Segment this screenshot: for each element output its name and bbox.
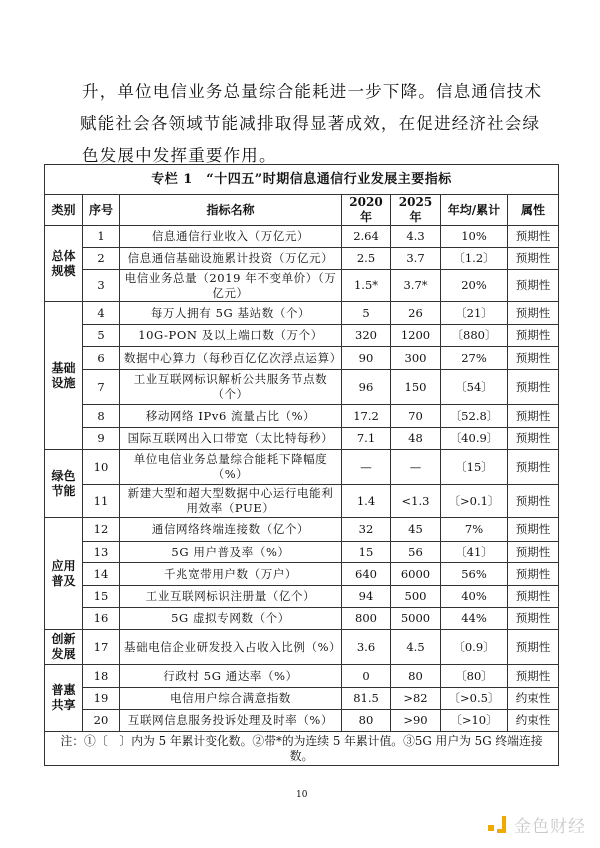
value-avg-cumulative: 20% [441, 270, 508, 302]
value-2025: 3.7* [391, 270, 441, 302]
indicator-name: 国际互联网出入口带宽（太比特每秒） [120, 428, 342, 450]
value-2025: 56 [391, 542, 441, 563]
attribute: 预期性 [508, 630, 559, 665]
indicator-name: 每万人拥有 5G 基站数（个） [120, 302, 342, 325]
category-cell [45, 302, 83, 450]
row-number: 3 [83, 270, 120, 302]
table-row [45, 630, 559, 665]
table-title: 专栏 1 “十四五”时期信息通信行业发展主要指标 [45, 165, 559, 195]
header-number: 序号 [83, 195, 120, 226]
value-2025: — [391, 450, 441, 485]
row-number: 11 [83, 485, 120, 518]
category-label-line: 设施 [51, 375, 76, 390]
table-row [45, 485, 559, 518]
value-2020: 0 [342, 665, 391, 688]
indicator-name: 信息通信行业收入（万亿元） [120, 226, 342, 248]
header-2025: 2025 年 [391, 195, 441, 226]
table-row [45, 542, 559, 563]
paragraph-line: 赋能社会各领域节能减排取得显著成效，在促进经济社会绿 [80, 114, 541, 133]
value-avg-cumulative: 〔>0.1〕 [441, 485, 508, 518]
attribute: 预期性 [508, 518, 559, 542]
value-2020: 80 [342, 710, 391, 732]
attribute: 预期性 [508, 665, 559, 688]
value-avg-cumulative: 〔1.2〕 [441, 248, 508, 270]
value-2025: 3.7 [391, 248, 441, 270]
table-row [45, 248, 559, 270]
paragraph-line: 升，单位电信业务总量综合能耗进一步下降。信息通信技术 [82, 82, 543, 101]
table-header-row [45, 195, 559, 226]
attribute: 预期性 [508, 586, 559, 608]
category-label-line: 普惠 [51, 683, 76, 697]
indicator-name: 新建大型和超大型数据中心运行电能利用效率（PUE） [120, 485, 342, 518]
value-2020: 15 [342, 542, 391, 563]
value-2025: >82 [391, 688, 441, 710]
value-2025: 300 [391, 347, 441, 370]
value-2020: — [342, 450, 391, 485]
table-row [45, 347, 559, 370]
value-avg-cumulative: 〔41〕 [441, 542, 508, 563]
indicator-name: 电信用户综合满意指数 [120, 688, 342, 710]
table-row [45, 608, 559, 630]
watermark-logo [488, 812, 586, 837]
value-avg-cumulative: 〔0.9〕 [441, 630, 508, 665]
attribute: 预期性 [508, 428, 559, 450]
value-2025: 45 [391, 518, 441, 542]
category-label-line: 共享 [51, 698, 76, 712]
value-avg-cumulative: 〔40.9〕 [441, 428, 508, 450]
attribute: 预期性 [508, 347, 559, 370]
value-2020: 90 [342, 347, 391, 370]
table-row [45, 270, 559, 302]
attribute: 预期性 [508, 608, 559, 630]
value-avg-cumulative: 〔>0.5〕 [441, 688, 508, 710]
value-2025: 80 [391, 665, 441, 688]
indicator-name: 基础电信企业研发投入占收入比例（%） [120, 630, 342, 665]
header-avg-cumulative: 年均/累计 [441, 195, 508, 226]
table-row [45, 370, 559, 405]
header-2020: 2020 年 [342, 195, 391, 226]
table-row [45, 302, 559, 325]
row-number: 17 [83, 630, 120, 665]
attribute: 预期性 [508, 325, 559, 347]
category-label-line: 发展 [51, 647, 76, 661]
row-number: 18 [83, 665, 120, 688]
attribute: 预期性 [508, 370, 559, 405]
value-avg-cumulative: 〔880〕 [441, 325, 508, 347]
category-label-line: 总体 [51, 248, 76, 263]
category-cell [45, 226, 83, 302]
indicator-name: 电信业务总量（2019 年不变单价）（万亿元） [120, 270, 342, 302]
value-avg-cumulative: 40% [441, 586, 508, 608]
header-indicator-name: 指标名称 [120, 195, 342, 226]
value-avg-cumulative: 〔52.8〕 [441, 405, 508, 428]
table-row [45, 450, 559, 485]
indicators-table [44, 164, 559, 766]
attribute: 预期性 [508, 226, 559, 248]
paragraph-line: 色发展中发挥重要作用。 [82, 146, 277, 165]
value-2025: 6000 [391, 563, 441, 586]
value-avg-cumulative: 10% [441, 226, 508, 248]
attribute: 预期性 [508, 542, 559, 563]
category-cell [45, 665, 83, 732]
table-row [45, 688, 559, 710]
indicator-name: 10G-PON 及以上端口数（万个） [120, 325, 342, 347]
value-avg-cumulative: 〔>10〕 [441, 710, 508, 732]
indicator-name: 工业互联网标识解析公共服务节点数（个） [120, 370, 342, 405]
value-2020: 640 [342, 563, 391, 586]
attribute: 预期性 [508, 563, 559, 586]
row-number: 4 [83, 302, 120, 325]
header-category: 类别 [45, 195, 83, 226]
indicator-name: 互联网信息服务投诉处理及时率（%） [120, 710, 342, 732]
category-cell [45, 630, 83, 665]
value-2025: <1.3 [391, 485, 441, 518]
row-number: 8 [83, 405, 120, 428]
value-avg-cumulative: 〔15〕 [441, 450, 508, 485]
row-number: 6 [83, 347, 120, 370]
value-avg-cumulative: 7% [441, 518, 508, 542]
attribute: 预期性 [508, 485, 559, 518]
value-2020: 7.1 [342, 428, 391, 450]
value-2025: 48 [391, 428, 441, 450]
row-number: 12 [83, 518, 120, 542]
indicator-name: 5G 虚拟专网数（个） [120, 608, 342, 630]
header-attribute: 属性 [508, 195, 559, 226]
indicator-name: 行政村 5G 通达率（%） [120, 665, 342, 688]
row-number: 1 [83, 226, 120, 248]
value-2020: 1.5* [342, 270, 391, 302]
row-number: 5 [83, 325, 120, 347]
attribute: 约束性 [508, 710, 559, 732]
value-2020: 94 [342, 586, 391, 608]
table-row [45, 405, 559, 428]
value-2020: 17.2 [342, 405, 391, 428]
row-number: 13 [83, 542, 120, 563]
row-number: 10 [83, 450, 120, 485]
indicator-name: 工业互联网标识注册量（亿个） [120, 586, 342, 608]
category-label-line: 节能 [51, 483, 76, 498]
indicator-name: 信息通信基础设施累计投资（万亿元） [120, 248, 342, 270]
jinse-logo-icon [488, 816, 508, 834]
indicator-name: 5G 用户普及率（%） [120, 542, 342, 563]
table-row [45, 325, 559, 347]
attribute: 预期性 [508, 405, 559, 428]
value-2025: 1200 [391, 325, 441, 347]
table-note: 注：①〔 〕内为 5 年累计变化数。②带*的为连续 5 年累计值。③5G 用户为 5G 终端连接数。 [45, 732, 559, 766]
value-2025: 4.3 [391, 226, 441, 248]
table-row [45, 665, 559, 688]
value-avg-cumulative: 〔80〕 [441, 665, 508, 688]
value-avg-cumulative: 〔54〕 [441, 370, 508, 405]
indicator-name: 单位电信业务总量综合能耗下降幅度（%） [120, 450, 342, 485]
indicator-name: 千兆宽带用户数（万户） [120, 563, 342, 586]
table-row [45, 518, 559, 542]
table-row [45, 563, 559, 586]
row-number: 20 [83, 710, 120, 732]
table-row [45, 586, 559, 608]
value-2025: 4.5 [391, 630, 441, 665]
value-2020: 1.4 [342, 485, 391, 518]
category-label-line: 应用 [51, 558, 76, 573]
value-avg-cumulative: 56% [441, 563, 508, 586]
row-number: 15 [83, 586, 120, 608]
indicator-name: 数据中心算力（每秒百亿亿次浮点运算） [120, 347, 342, 370]
value-2025: 150 [391, 370, 441, 405]
value-avg-cumulative: 27% [441, 347, 508, 370]
attribute: 预期性 [508, 248, 559, 270]
table-row [45, 428, 559, 450]
category-label-line: 基础 [51, 360, 76, 375]
value-2020: 800 [342, 608, 391, 630]
table-title-row [45, 165, 559, 195]
table-row [45, 710, 559, 732]
watermark-text: 金色财经 [514, 817, 586, 837]
page-number: 10 [296, 790, 308, 800]
indicator-name: 通信网络终端连接数（亿个） [120, 518, 342, 542]
row-number: 14 [83, 563, 120, 586]
row-number: 2 [83, 248, 120, 270]
value-2020: 320 [342, 325, 391, 347]
value-2020: 5 [342, 302, 391, 325]
category-cell [45, 450, 83, 518]
row-number: 19 [83, 688, 120, 710]
row-number: 7 [83, 370, 120, 405]
row-number: 9 [83, 428, 120, 450]
value-2020: 2.64 [342, 226, 391, 248]
attribute: 预期性 [508, 450, 559, 485]
value-2025: 70 [391, 405, 441, 428]
value-2020: 3.6 [342, 630, 391, 665]
attribute: 预期性 [508, 302, 559, 325]
indicator-name: 移动网络 IPv6 流量占比（%） [120, 405, 342, 428]
value-avg-cumulative: 44% [441, 608, 508, 630]
category-label-line: 创新 [51, 632, 76, 646]
value-2025: 5000 [391, 608, 441, 630]
value-2020: 32 [342, 518, 391, 542]
category-label-line: 绿色 [51, 468, 76, 483]
attribute: 约束性 [508, 688, 559, 710]
value-avg-cumulative: 〔21〕 [441, 302, 508, 325]
value-2020: 81.5 [342, 688, 391, 710]
table-row [45, 226, 559, 248]
attribute: 预期性 [508, 270, 559, 302]
value-2025: 500 [391, 586, 441, 608]
value-2025: >90 [391, 710, 441, 732]
row-number: 16 [83, 608, 120, 630]
category-label-line: 普及 [51, 573, 76, 588]
value-2020: 96 [342, 370, 391, 405]
category-label-line: 规模 [51, 263, 76, 278]
value-2025: 26 [391, 302, 441, 325]
category-cell [45, 518, 83, 630]
value-2020: 2.5 [342, 248, 391, 270]
table-note-row [45, 732, 559, 766]
